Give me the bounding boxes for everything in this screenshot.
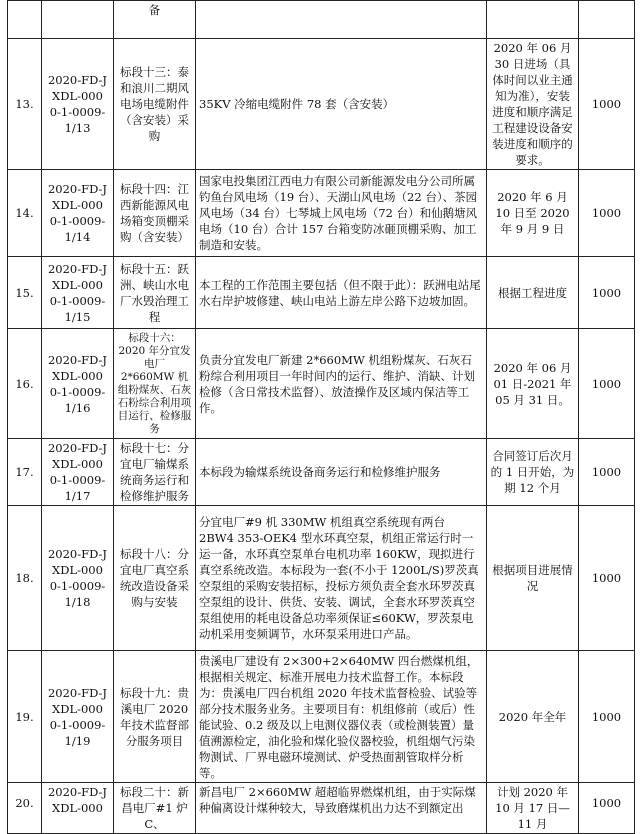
schedule: 合同签订后次月的 1 日开始，为期 12 个月: [487, 439, 579, 506]
row-number: 16.: [8, 329, 42, 439]
tender-id: 2020-FD-J XDL-000 0-1-0009- 1/16: [42, 329, 114, 439]
table-row: [8, 257, 635, 329]
table-row: [8, 1, 635, 39]
fee-amount: [579, 1, 635, 39]
tender-id: 2020-FD-J XDL-000 0-1-0009- 1/17: [42, 439, 114, 506]
section-description: 本工程的工作范围主要包括（但不限于此）：跃洲电站尾水右岸护坡修建、峡山电站上游左岸公路下边坡加固。: [196, 257, 487, 329]
section-description: 35KV 冷缩电缆附件 78 套（含安装）: [196, 39, 487, 170]
section-name: 标段十三：泰和浪川二期风电场电缆附件（含安装）采购: [114, 39, 196, 170]
section-description: [196, 1, 487, 39]
section-description: 新昌电厂 2×660MW 超超临界燃煤机组，由于实际煤种偏离设计煤种较大，导致磨煤机出力达不到额定出: [196, 783, 487, 834]
section-description: 负责分宜发电厂新建 2*660MW 机组粉煤灰、石灰石粉综合利用项目一年时间内的运行、维护、消缺、计划检修（含日常技术监督）、放渣操作及区域内保洁等工作。: [196, 329, 487, 439]
tender-id: 2020-FD-J XDL-000 0-1-0009- 1/19: [42, 651, 114, 783]
table-row: [8, 783, 635, 834]
section-name: 标段十八：分宜电厂真空系统改造设备采购与安装: [114, 506, 196, 651]
row-number: 19.: [8, 651, 42, 783]
tender-id: 2020-FD-J XDL-000 0-1-0009- 1/14: [42, 170, 114, 257]
section-name: 备: [114, 1, 196, 39]
fee-amount: 1000: [579, 783, 635, 834]
fee-amount: 1000: [579, 651, 635, 783]
fee-amount: 1000: [579, 439, 635, 506]
schedule: 2020 年 06 月 01 日-2021 年 05 月 31 日。: [487, 329, 579, 439]
row-number: 20.: [8, 783, 42, 834]
section-name: 标段二十：新昌电厂#1 炉C、: [114, 783, 196, 834]
row-number: 15.: [8, 257, 42, 329]
fee-amount: 1000: [579, 329, 635, 439]
row-number: 14.: [8, 170, 42, 257]
schedule: [487, 1, 579, 39]
section-name: 标段十九：贵溪电厂 2020 年技术监督部分服务项目: [114, 651, 196, 783]
schedule: 计划 2020 年 10 月 17 日—11 月: [487, 783, 579, 834]
table-row: [8, 651, 635, 783]
section-name: 标段十四：江西新能源风电场箱变顶棚采购（含安装）: [114, 170, 196, 257]
tender-id: 2020-FD-J XDL-000 0-1-0009- 1/18: [42, 506, 114, 651]
section-description: 贵溪电厂建设有 2×300+2×640MW 四台燃煤机组，根据相关规定、标准开展电力技术监督工作。本标段为：贵溪电厂四台机组 2020 年技术监督检验、试验等部分技术服务业务。主要项目有：机组修前（或后）性能试验、0.2 级及以上电测仪器仪表（或检测装置）量值溯源检定，油化验和煤化验仪器校验，机组烟气污染物测试、厂界电磁环境测试、炉受热面割管取样分析等。: [196, 651, 487, 783]
schedule: 2020 年全年: [487, 651, 579, 783]
section-name: 标段十七：分宜电厂输煤系统商务运行和检修维护服务: [114, 439, 196, 506]
row-number: 13.: [8, 39, 42, 170]
table-row: [8, 506, 635, 651]
row-number: [8, 1, 42, 39]
section-description: 国家电投集团江西电力有限公司新能源发电分公司所属钓鱼台风电场（19 台）、天湖山风电场（22 台）、茶园风电场（34 台）七琴城上风电场（72 台）和仙鹅塘风电场（10 台）合计 157 台箱变防冰砸顶棚采购、加工制造和安装。: [196, 170, 487, 257]
schedule: 根据项目进展情况: [487, 506, 579, 651]
section-description: 本标段为输煤系统设备商务运行和检修维护服务: [196, 439, 487, 506]
row-number: 18.: [8, 506, 42, 651]
fee-amount: 1000: [579, 170, 635, 257]
section-name: 标段十五：跃洲、峡山水电厂水毁治理工程: [114, 257, 196, 329]
fee-amount: 1000: [579, 39, 635, 170]
table-row: [8, 170, 635, 257]
row-number: 17.: [8, 439, 42, 506]
tender-id: 2020-FD-J XDL-000 0-1-0009- 1/13: [42, 39, 114, 170]
schedule: 根据工程进度: [487, 257, 579, 329]
fee-amount: 1000: [579, 506, 635, 651]
tender-id: 2020-FD-J XDL-000: [42, 783, 114, 834]
tender-table: [7, 0, 635, 834]
schedule: 2020 年 6 月 10 日至 2020 年 9 月 9 日: [487, 170, 579, 257]
schedule: 2020 年 06 月 30 日进场（具体时间以业主通知为准），安装进度和顺序满足工程建设设备安装进度和顺序的要求。: [487, 39, 579, 170]
tender-id: [42, 1, 114, 39]
table-row: [8, 329, 635, 439]
table-row: [8, 439, 635, 506]
section-description: 分宜电厂#9 机 330MW 机组真空系统现有两台 2BW4 353-OEK4 型水环真空泵，机组正常运行时一运一备，水环真空泵单台电机功率 160KW，现拟进行真空系统改造。本标段为一套(不小于 1200L/S)罗茨真空泵组的采购安装招标，投标方须负责全套水环罗茨真空泵组的设计、供货、安装、调试，全套水环罗茨真空泵组使用的耗电设备总功率须保证≤60KW，罗茨泵电动机采用变频调节，水环泵采用进口产品。: [196, 506, 487, 651]
fee-amount: 1000: [579, 257, 635, 329]
tender-id: 2020-FD-J XDL-000 0-1-0009- 1/15: [42, 257, 114, 329]
section-name: 标段十六：2020 年分宜发电厂 2*660MW 机组粉煤灰、石灰石粉综合利用项目运行、检修服务: [114, 329, 196, 439]
table-row: [8, 39, 635, 170]
